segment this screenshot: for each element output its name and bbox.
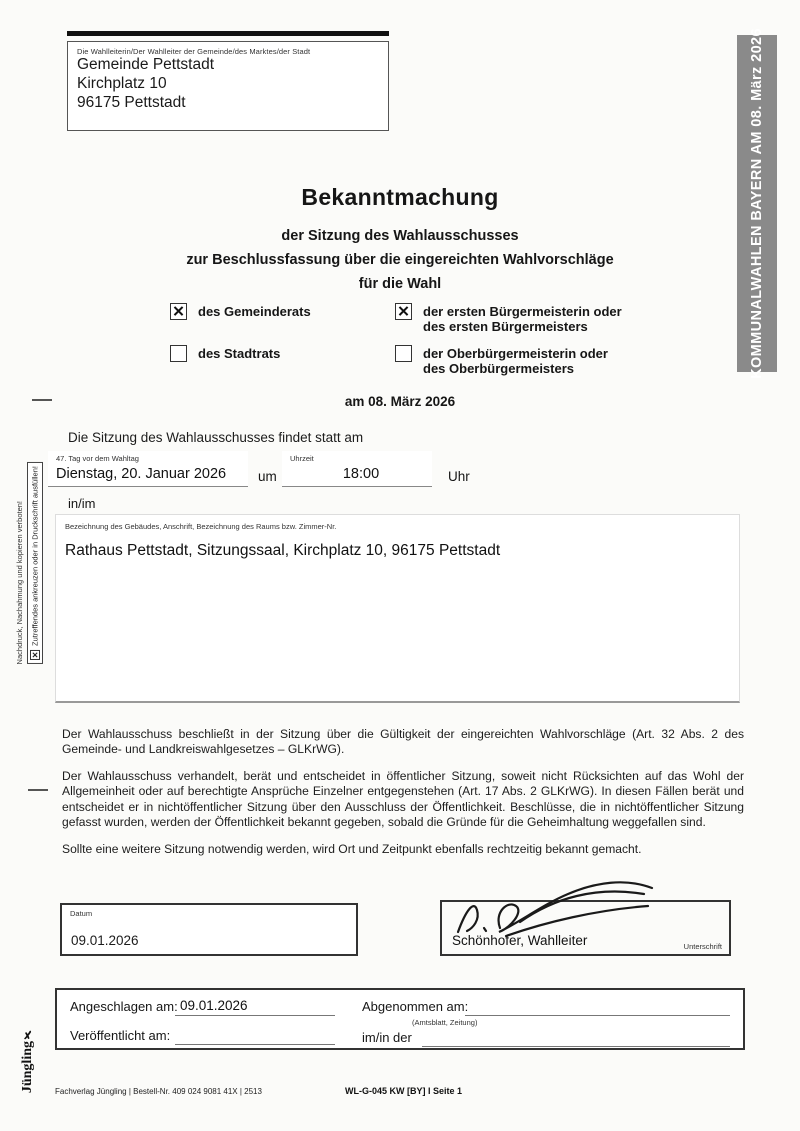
posting-box <box>55 988 745 1050</box>
checkbox-x-mark: ✕ <box>172 302 185 320</box>
sender-street: Kirchplatz 10 <box>77 74 167 92</box>
sender-address-box <box>67 41 389 131</box>
sender-caption: Die Wahlleiterin/Der Wahlleiter der Gemeinde/des Marktes/der Stadt <box>77 47 311 56</box>
meeting-location-field[interactable] <box>55 514 740 703</box>
margin-note-instruction: ✕ Zutreffendes ankreuzen oder in Druckschrift ausfüllen! <box>27 462 43 664</box>
checkbox-x-mark: ✕ <box>397 302 410 320</box>
date-box-label: Datum <box>70 909 93 918</box>
checkbox-oberbuergermeister[interactable] <box>395 345 412 362</box>
medium-label: im/in der <box>362 1030 412 1045</box>
signature-caption: Unterschrift <box>683 942 722 951</box>
option-label: des Stadtrats <box>198 346 281 361</box>
signer-name: Schönhofer, Wahlleiter <box>452 933 588 948</box>
meeting-date-value: Dienstag, 20. Januar 2026 <box>56 466 227 482</box>
option-label: der Oberbürgermeisterin oder <box>423 346 608 361</box>
checkbox-stadtrat[interactable] <box>170 345 187 362</box>
body-paragraph-2: Der Wahlausschuss verhandelt, berät und entscheidet in öffentlicher Sitzung, soweit nicht Rücksichten auf das Wohl der Allgemeinheit oder auf berechtigte Ansprüche Einzelner entgegenstehen (Art. 17 Abs. 2 GLKrWG). In diesen Fällen berät und entscheidet er in nichtöffentlicher Sitzung über den Ausschluss der Öffentlichkeit. Beschlüsse, die in nichtöffentlicher Sitzung gefasst wurden, werden der Öffentlichkeit bekannt gegeben, sobald die Gründe für die Geheimhaltung weggefallen sind. <box>62 768 744 830</box>
signature-box <box>440 900 731 956</box>
page-subtitle-3: für die Wahl <box>358 276 442 292</box>
publisher-logo <box>20 1022 36 1100</box>
option-oberbuergermeister: der Oberbürgermeisterin oder des Oberbürgermeisters <box>395 345 608 377</box>
publisher-logo-text: Jüngling <box>20 1041 35 1094</box>
posted-label: Angeschlagen am: <box>70 999 178 1014</box>
posted-date-line[interactable] <box>175 1015 335 1016</box>
sender-name: Gemeinde Pettstadt <box>77 56 214 73</box>
fold-mark <box>28 789 48 791</box>
published-label: Veröffentlicht am: <box>70 1028 171 1043</box>
margin-note <box>15 462 43 664</box>
option-label: der ersten Bürgermeisterin oder <box>423 304 622 319</box>
body-copy <box>62 727 744 868</box>
published-date-line[interactable] <box>175 1044 335 1045</box>
uhr-label: Uhr <box>448 469 470 484</box>
medium-hint: (Amtsblatt, Zeitung) <box>412 1018 478 1027</box>
checkbox-erster-buergermeister[interactable] <box>395 303 412 320</box>
margin-note-copyright: Nachdruck, Nachahmung und kopieren verboten! <box>15 500 24 664</box>
removed-label: Abgenommen am: <box>362 999 469 1014</box>
checkbox-gemeinderat[interactable] <box>170 303 187 320</box>
publisher-logo-mark: ✗ <box>22 1028 34 1042</box>
meeting-date-field[interactable] <box>48 451 248 487</box>
option-stadtrat <box>170 345 280 362</box>
election-banner-text: KOMMUNALWAHLEN BAYERN AM 08. März 2026 <box>749 28 765 379</box>
meeting-time-value: 18:00 <box>342 466 380 482</box>
meeting-location-value: Rathaus Pettstadt, Sitzungssaal, Kirchplatz 10, 96175 Pettstadt <box>65 542 501 559</box>
medium-line[interactable] <box>422 1046 730 1047</box>
option-gemeinderat <box>170 303 311 320</box>
option-erster-buergermeister: ✕ der ersten Bürgermeisterin oder des ersten Bürgermeisters <box>395 303 622 335</box>
in-im-label: in/im <box>68 496 96 511</box>
meeting-date-label: 47. Tag vor dem Wahltag <box>56 454 139 463</box>
footer-form-code: WL-G-045 KW [BY] I Seite 1 <box>345 1086 463 1096</box>
body-paragraph-3: Sollte eine weitere Sitzung notwendig werden, wird Ort und Zeitpunkt ebenfalls rechtzeitig bekannt gemacht. <box>62 841 642 856</box>
removed-date-line[interactable] <box>465 1015 730 1016</box>
footer-imprint: Fachverlag Jüngling | Bestell-Nr. 409 024 9081 41X | 2513 <box>55 1087 262 1096</box>
fold-mark <box>32 399 52 401</box>
meeting-intro: Die Sitzung des Wahlausschusses findet statt am <box>68 430 364 445</box>
meeting-location-label: Bezeichnung des Gebäudes, Anschrift, Bezeichnung des Raums bzw. Zimmer-Nr. <box>65 522 337 531</box>
sender-city: 96175 Pettstadt <box>77 93 186 111</box>
top-divider <box>67 31 389 36</box>
page-subtitle-2: zur Beschlussfassung über die eingereichten Wahlvorschläge <box>186 252 614 268</box>
meeting-time-field[interactable] <box>282 451 432 487</box>
date-box[interactable] <box>60 903 358 956</box>
margin-checkbox-icon: ✕ <box>30 650 40 660</box>
page-title: Bekanntmachung <box>301 184 499 210</box>
um-label: um <box>258 469 277 484</box>
posted-value: 09.01.2026 <box>180 998 248 1013</box>
meeting-time-label: Uhrzeit <box>290 454 314 463</box>
body-paragraph-1: Der Wahlausschuss beschließt in der Sitzung über die Gültigkeit der eingereichten Wahlvorschläge (Art. 32 Abs. 2 des Gemeinde- und Landkreiswahlgesetzes – GLKrWG). <box>62 727 744 757</box>
page-subtitle-1: der Sitzung des Wahlausschusses <box>281 228 519 244</box>
election-date: am 08. März 2026 <box>344 394 456 409</box>
option-label: des Gemeinderats <box>198 304 311 319</box>
date-box-value: 09.01.2026 <box>71 933 139 948</box>
